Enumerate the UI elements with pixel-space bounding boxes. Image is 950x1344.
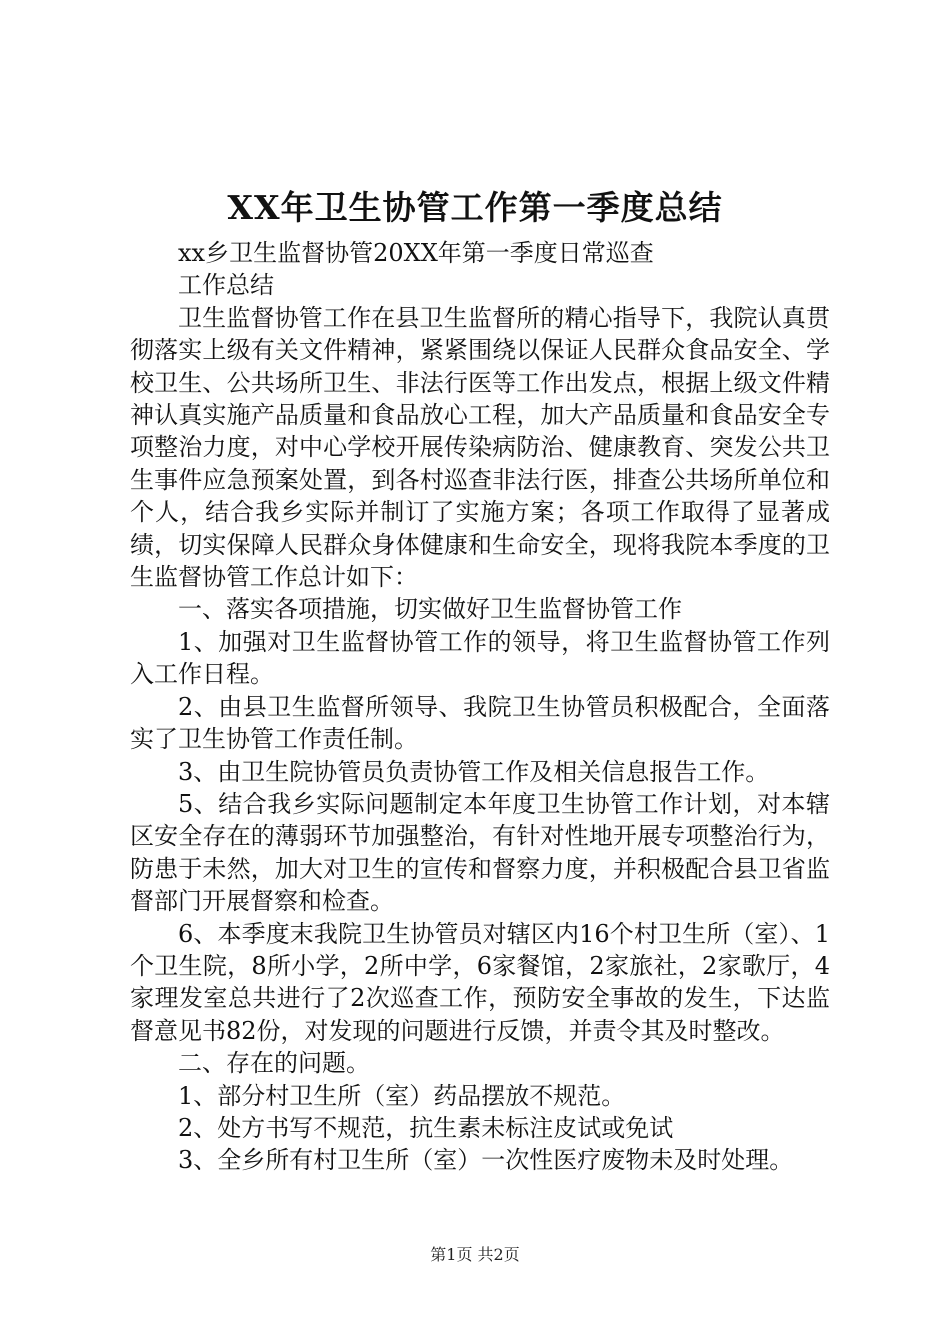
document-body bbox=[130, 237, 830, 1177]
paragraph-item-3: 3、由卫生院协管员负责协管工作及相关信息报告工作。 bbox=[178, 757, 770, 786]
document-title: XX年卫生协管工作第一季度总结 bbox=[227, 188, 723, 227]
paragraph-intro: 卫生监督协管工作在县卫生监督所的精心指导下，我院认真贯彻落实上级有关文件精神，紧紧围绕以保证人民群众食品安全、学校卫生、公共场所卫生、非法行医等工作出发点，根据上级文件精神认真实施产品质量和食品放心工程，加大产品质量和食品安全专项整治力度，对中心学校开展传染病防治、健康教育、突发公共卫生事件应急预案处置，到各村巡查非法行医，排查公共场所单位和个人，结合我乡实际并制订了实施方案；各项工作取得了显著成绩，切实保障人民群众身体健康和生命安全，现将我院本季度的卫生监督协管工作总计如下： bbox=[130, 303, 830, 592]
problem-item-2: 2、处方书写不规范，抗生素未标注皮试或免试 bbox=[178, 1113, 674, 1142]
paragraph-item-2: 2、由县卫生监督所领导、我院卫生协管员积极配合，全面落实了卫生协管工作责任制。 bbox=[130, 692, 830, 754]
paragraph-subtitle-line-1: xx乡卫生监督协管20XX年第一季度日常巡查 bbox=[178, 239, 654, 267]
paragraph-item-6: 6、本季度末我院卫生协管员对辖区内16个村卫生所（室）、1个卫生院，8所小学，2所中学，6家餐馆，2家旅社，2家歌厅，4家理发室总共进行了2次巡查工作，预防安全事故的发生，下达监督意见书82份，对发现的问题进行反馈，并责令其及时整改。 bbox=[130, 919, 830, 1045]
paragraph-subtitle-line-2: 工作总结 bbox=[178, 271, 274, 300]
paragraph-item-5: 5、结合我乡实际问题制定本年度卫生协管工作计划，对本辖区安全存在的薄弱环节加强整治，有针对性地开展专项整治行为，防患于未然，加大对卫生的宣传和督察力度，并积极配合县卫省监督部门开展督察和检查。 bbox=[130, 789, 830, 916]
problem-item-1: 1、部分村卫生所（室）药品摆放不规范。 bbox=[178, 1081, 626, 1110]
paragraph-item-1: 1、加强对卫生监督协管工作的领导，将卫生监督协管工作列入工作日程。 bbox=[130, 627, 830, 689]
problem-item-3: 3、全乡所有村卫生所（室）一次性医疗废物未及时处理。 bbox=[178, 1146, 794, 1175]
section-heading-1: 一、落实各项措施，切实做好卫生监督协管工作 bbox=[178, 595, 682, 624]
page-number-footer: 第1页 共2页 bbox=[430, 1245, 520, 1264]
section-heading-2: 二、存在的问题。 bbox=[178, 1049, 370, 1078]
